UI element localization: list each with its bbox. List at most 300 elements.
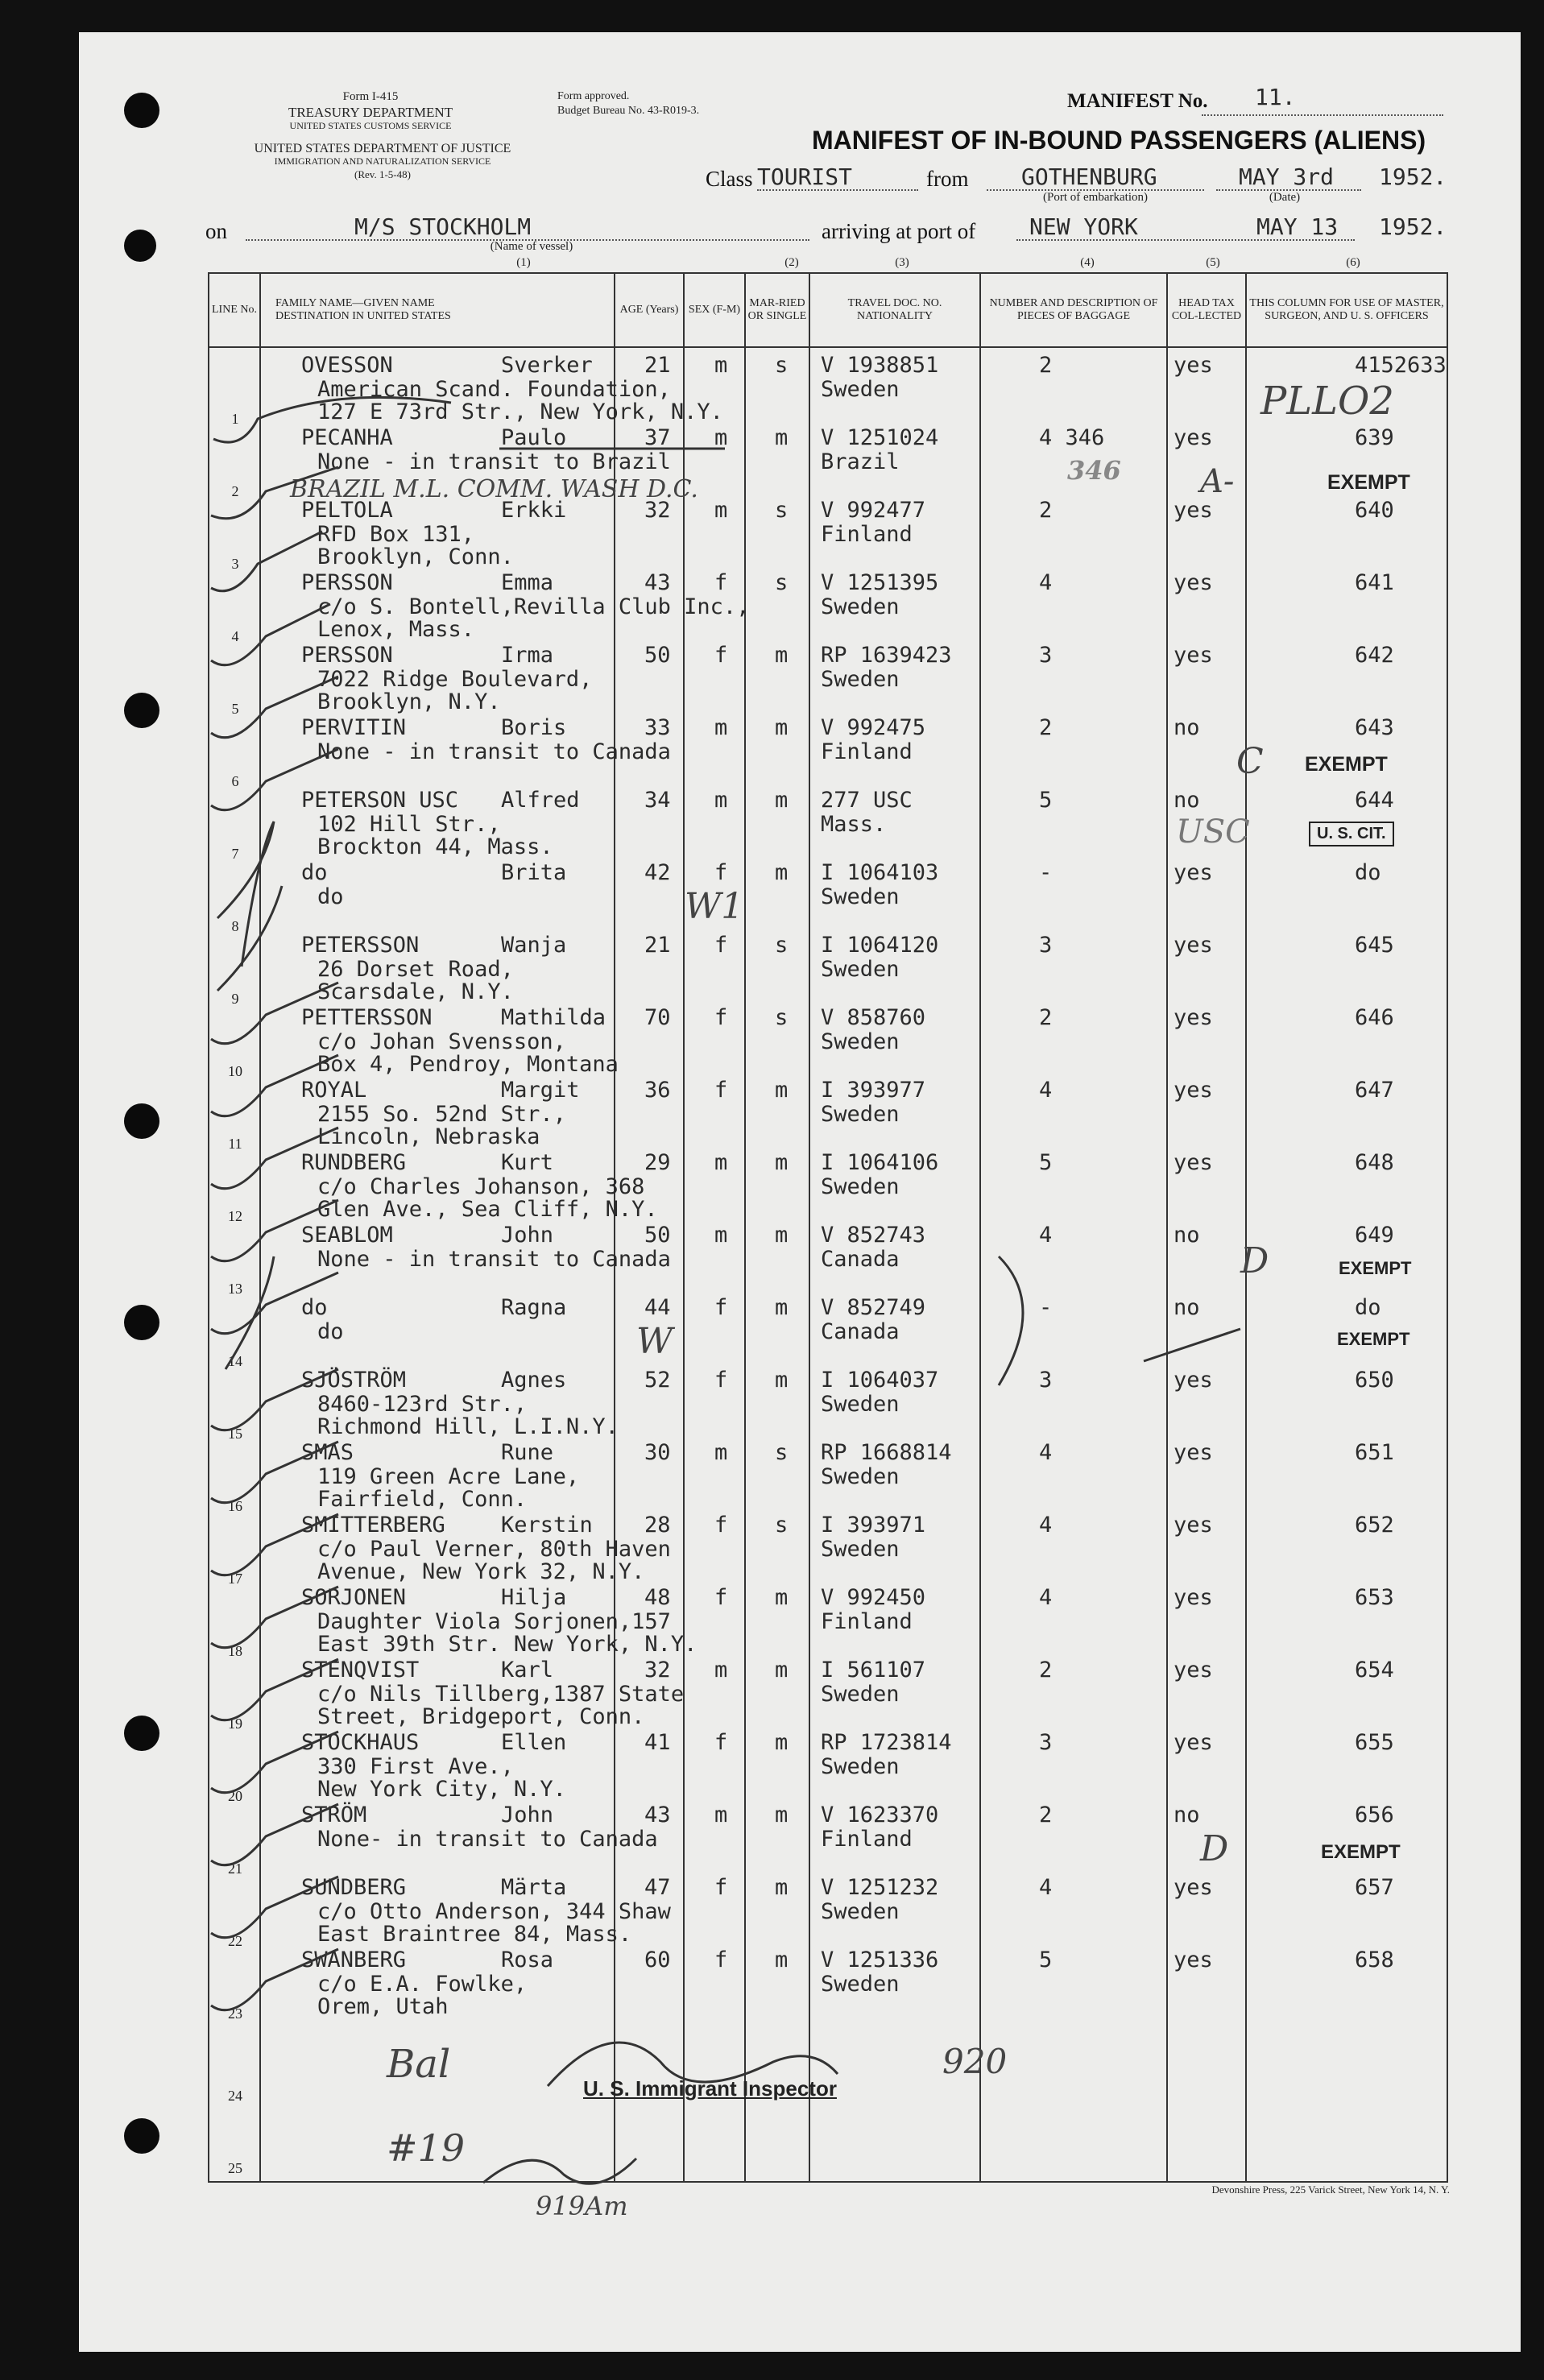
passenger-given-name: Mathilda [501,1005,606,1030]
table-row [259,1145,1443,1222]
budget-bureau: Budget Bureau No. 43-R019-3. [557,105,700,117]
travel-doc-number: I 1064106 [821,1150,939,1175]
inspector-label: U. S. Immigrant Inspector [583,2076,837,2101]
marital-status: s [775,353,789,378]
passenger-age: 41 [644,1730,671,1755]
passenger-age: 32 [644,1658,671,1683]
line-number: 21 [228,1861,242,1877]
treasury-dept: TREASURY DEPARTMENT [288,105,453,120]
destination-line-2: Orem, Utah [317,1994,449,2019]
travel-doc-number: RP 1668814 [821,1440,952,1465]
line-number: 13 [228,1281,242,1297]
baggage-count: 2 [1039,1005,1053,1030]
passenger-age: 42 [644,860,671,885]
passenger-family-name: SWANBERG [301,1947,407,1972]
official-number: 650 [1355,1368,1394,1393]
travel-doc-number: V 858760 [821,1005,926,1030]
w-note: W [636,1321,673,1362]
marital-status: s [775,498,789,523]
passenger-age: 33 [644,715,671,740]
line-number: 12 [228,1208,242,1224]
passenger-given-name: John [501,1803,554,1827]
passenger-sex: f [714,643,728,668]
col-num-6: (6) [1346,256,1360,269]
passenger-age: 34 [644,788,671,813]
embark-port: GOTHENBURG [1021,163,1157,190]
baggage-count: 3 [1039,1730,1053,1755]
travel-doc-number: V 992475 [821,715,926,740]
binder-hole [124,93,159,128]
passenger-sex: f [714,860,728,885]
passenger-given-name: Sverker [501,353,593,378]
line-number: 18 [228,1643,242,1659]
col-header-sex: SEX (F-M) [684,273,745,347]
nationality: Mass. [821,812,887,837]
head-tax: no [1174,1223,1200,1248]
passenger-family-name: SEABLOM [301,1223,393,1248]
passenger-family-name: PELTOLA [301,498,393,523]
baggage-note: 346 [1067,455,1121,486]
passenger-age: 48 [644,1585,671,1610]
passenger-age: 70 [644,1005,671,1030]
table-row [259,1073,1443,1149]
passenger-given-name: Emma [501,570,554,595]
table-row [259,1870,1443,1947]
baggage-count: 3 [1039,643,1053,668]
table-row [259,565,1443,642]
passenger-age: 60 [644,1947,671,1972]
marital-status: m [775,1730,789,1755]
col-num-2: (2) [784,256,799,269]
head-tax: yes [1174,1947,1213,1972]
us-cit-stamp: U. S. CIT. [1309,822,1394,846]
destination-line-1: 8460-123rd Str., [317,1392,528,1417]
destination-line-1: American Scand. Foundation, [317,377,671,402]
passenger-family-name: SMITTERBERG [301,1513,445,1538]
passenger-family-name: PETERSSON [301,933,420,958]
passenger-sex: f [714,1368,728,1393]
passenger-sex: m [714,353,728,378]
exempt-stamp: EXEMPT [1321,1841,1401,1863]
passenger-age: 21 [644,353,671,378]
official-number: 641 [1355,570,1394,595]
line-number: 14 [228,1353,242,1369]
line-number: 20 [228,1788,242,1804]
nationality: Sweden [821,1537,900,1562]
col-num-5: (5) [1206,256,1220,269]
destination-line-2: 127 E 73rd Str., New York, N.Y. [317,399,723,424]
baggage-count: 5 [1039,1150,1053,1175]
destination-line-2: Brooklyn, Conn. [317,544,514,569]
arrival-year: 1952. [1379,213,1447,240]
passenger-sex: m [714,1658,728,1683]
press-footer: Devonshire Press, 225 Varick Street, New York 14, N. Y. [1211,2183,1450,2196]
passenger-age: 43 [644,570,671,595]
arrival-date: MAY 13 [1256,213,1339,240]
table-row [259,1943,1443,2019]
time-note: 920 [942,2042,1008,2081]
official-number: 653 [1355,1585,1394,1610]
table-row [259,1290,1443,1363]
nationality: Sweden [821,957,900,982]
marital-status: m [775,1803,789,1827]
bal-note: Bal [387,2042,451,2087]
passenger-sex: f [714,1585,728,1610]
nationality: Sweden [821,1972,900,1997]
table-row [259,638,1443,714]
destination-line-1: c/o Nils Tillberg,1387 State [317,1682,685,1707]
passenger-sex: m [714,498,728,523]
passenger-sex: f [714,1947,728,1972]
head-tax: yes [1174,1513,1213,1538]
passenger-family-name: PETERSON USC [301,788,459,813]
destination-line-2: Fairfield, Conn. [317,1487,528,1512]
c-note: C [1236,741,1264,782]
marital-status: m [775,860,789,885]
official-number: 4152633 [1355,353,1447,378]
official-number: do [1355,1295,1381,1320]
class-value: TOURIST [757,163,853,190]
passenger-given-name: John [501,1223,554,1248]
destination-line-1: None - in transit to Brazil [317,449,671,474]
table-row [259,1508,1443,1584]
marital-status: m [775,1223,789,1248]
passenger-sex: f [714,1078,728,1103]
ins-service: IMMIGRATION AND NATURALIZATION SERVICE [274,155,491,167]
destination-line-1: do [317,1319,344,1344]
usc-note: USC [1176,813,1250,851]
destination-line-2: Richmond Hill, L.I.N.Y. [317,1414,619,1439]
head-tax: yes [1174,1875,1213,1900]
baggage-count: 3 [1039,1368,1053,1393]
form-revision: (Rev. 1-5-48) [354,168,411,180]
exempt-stamp: EXEMPT [1305,753,1388,776]
line-number: 22 [228,1933,242,1949]
col-header-headtax: HEAD TAX COL-LECTED [1167,273,1246,347]
travel-doc-number: I 393971 [821,1513,926,1538]
passenger-given-name: Ragna [501,1295,567,1320]
nationality: Sweden [821,1174,900,1199]
head-tax: yes [1174,860,1213,885]
table-row [259,1363,1443,1439]
baggage-count: 2 [1039,1803,1053,1827]
nationality: Finland [821,522,913,547]
passenger-age: 28 [644,1513,671,1538]
table-row [259,710,1443,783]
form-approved: Form approved. [557,90,630,102]
official-number: do [1355,860,1381,885]
time-note: 919Am [536,2191,628,2221]
destination-line-1: None - in transit to Canada [317,1247,671,1272]
form-number: Form I-415 [342,90,399,103]
destination-line-1: c/o Paul Verner, 80th Haven [317,1537,671,1562]
baggage-count: 4 [1039,1513,1053,1538]
nationality: Sweden [821,594,900,619]
passenger-family-name: ROYAL [301,1078,367,1103]
line-number: 17 [228,1571,242,1587]
destination-line-2: Glen Ave., Sea Cliff, N.Y. [317,1197,658,1222]
nationality: Sweden [821,1682,900,1707]
passenger-sex: f [714,933,728,958]
binder-hole [124,230,156,262]
passenger-family-name: STRÖM [301,1803,367,1827]
passenger-given-name: Paulo [501,425,567,450]
travel-doc-number: RP 1639423 [821,643,952,668]
destination-line-2: Brooklyn, N.Y. [317,689,501,714]
table-row [259,928,1443,1004]
head-tax: yes [1174,1078,1213,1103]
class-line [757,189,918,191]
marital-status: m [775,788,789,813]
col-num-3: (3) [895,256,909,269]
passenger-sex: f [714,1005,728,1030]
official-number: 645 [1355,933,1394,958]
binder-hole [124,1103,159,1139]
baggage-count: 3 [1039,933,1053,958]
destination-line-1: RFD Box 131, [317,522,475,547]
passenger-given-name: Karl [501,1658,554,1683]
head-tax: yes [1174,1440,1213,1465]
marital-status: s [775,1005,789,1030]
official-number: 644 [1355,788,1394,813]
nationality: Sweden [821,1102,900,1127]
head-tax: yes [1174,498,1213,523]
passenger-family-name: OVESSON [301,353,393,378]
official-number: 648 [1355,1150,1394,1175]
from-label: from [926,167,969,191]
baggage-count: 4 346 [1039,425,1105,450]
a-note: A- [1200,463,1235,500]
date-caption: (Date) [1269,191,1301,204]
passenger-given-name: Hilja [501,1585,567,1610]
line-number: 25 [228,2160,242,2176]
passenger-given-name: Irma [501,643,554,668]
official-number: 658 [1355,1947,1394,1972]
col-header-name: FAMILY NAME—GIVEN NAME DESTINATION IN UNITED STATES [260,273,615,347]
head-tax: yes [1174,353,1213,378]
travel-doc-number: V 992450 [821,1585,926,1610]
table-row [259,1798,1443,1870]
head-tax: yes [1174,643,1213,668]
passenger-given-name: Erkki [501,498,567,523]
official-number: 649 [1355,1223,1394,1248]
baggage-count: 4 [1039,1078,1053,1103]
destination-line-1: Daughter Viola Sorjonen,157 [317,1609,671,1634]
line-number: 11 [228,1136,242,1152]
destination-line-2: Lincoln, Nebraska [317,1124,540,1149]
travel-doc-number: V 992477 [821,498,926,523]
passenger-sex: m [714,788,728,813]
passenger-age: 29 [644,1150,671,1175]
pllo-note: PLLO2 [1260,379,1394,424]
binder-hole [124,1716,159,1751]
embark-year: 1952. [1379,163,1447,190]
passenger-given-name: Kurt [501,1150,554,1175]
arriving-label: arriving at port of [822,219,976,243]
baggage-count: 4 [1039,570,1053,595]
line-number: 15 [228,1426,242,1442]
destination-line-2: Scarsdale, N.Y. [317,979,514,1004]
brazil-note: BRAZIL M.L. COMM. WASH D.C. [290,475,698,503]
line-number: 8 [231,918,239,934]
exempt-stamp: EXEMPT [1327,471,1410,494]
official-number: 654 [1355,1658,1394,1683]
table-row [259,1725,1443,1802]
baggage-count: 2 [1039,715,1053,740]
marital-status: m [775,715,789,740]
official-number: 646 [1355,1005,1394,1030]
passenger-sex: f [714,1875,728,1900]
passenger-age: 43 [644,1803,671,1827]
destination-line-1: None- in transit to Canada [317,1827,658,1852]
official-number: 655 [1355,1730,1394,1755]
baggage-count: - [1039,860,1053,885]
passenger-given-name: Margit [501,1078,580,1103]
destination-line-1: 2155 So. 52nd Str., [317,1102,566,1127]
travel-doc-number: I 561107 [821,1658,926,1683]
official-number: 642 [1355,643,1394,668]
head-tax: no [1174,788,1200,813]
customs-service: UNITED STATES CUSTOMS SERVICE [289,120,452,131]
passenger-age: 47 [644,1875,671,1900]
embark-date: MAY 3rd [1239,163,1335,190]
marital-status: s [775,1440,789,1465]
baggage-count: 5 [1039,1947,1053,1972]
nationality: Sweden [821,1464,900,1489]
destination-line-2: Lenox, Mass. [317,617,475,642]
nationality: Sweden [821,884,900,909]
passenger-family-name: PERSSON [301,643,393,668]
passenger-age: 32 [644,498,671,523]
passenger-given-name: Märta [501,1875,567,1900]
destination-line-2: Box 4, Pendroy, Montana [317,1052,619,1077]
passenger-age: 50 [644,643,671,668]
baggage-count: 4 [1039,1585,1053,1610]
destination-line-2: Avenue, New York 32, N.Y. [317,1559,645,1584]
table-row [259,1000,1443,1077]
official-number: 651 [1355,1440,1394,1465]
destination-line-2: Brockton 44, Mass. [317,834,553,859]
col-header-married: MAR-RIED OR SINGLE [745,273,809,347]
col-header-baggage: NUMBER AND DESCRIPTION OF PIECES OF BAGGAGE [980,273,1167,347]
baggage-count: 2 [1039,353,1053,378]
nationality: Sweden [821,667,900,692]
passenger-age: 52 [644,1368,671,1393]
destination-line-2: Street, Bridgeport, Conn. [317,1704,645,1729]
nationality: Sweden [821,1754,900,1779]
manifest-no-line [1202,114,1443,116]
passenger-sex: m [714,1150,728,1175]
nationality: Sweden [821,1029,900,1054]
baggage-count: 4 [1039,1223,1053,1248]
col-num-1: (1) [516,256,531,269]
marital-status: m [775,643,789,668]
on-label: on [205,219,227,243]
table-row [259,1653,1443,1729]
official-number: 652 [1355,1513,1394,1538]
line-number: 16 [228,1498,242,1514]
w1-note: W1 [685,886,744,927]
col-header-official: THIS COLUMN FOR USE OF MASTER, SURGEON, AND U. S. OFFICERS [1246,273,1447,347]
passenger-age: 36 [644,1078,671,1103]
line-number: 2 [231,483,239,499]
baggage-count: - [1039,1295,1053,1320]
destination-line-2: East 39th Str. New York, N.Y. [317,1632,697,1657]
passenger-family-name: SORJONEN [301,1585,407,1610]
col-header-age: AGE (Years) [615,273,684,347]
travel-doc-number: V 1938851 [821,353,939,378]
passenger-age: 44 [644,1295,671,1320]
arrival-port: NEW YORK [1029,213,1138,240]
passenger-family-name: PETTERSSON [301,1005,433,1030]
destination-line-1: c/o Johan Svensson, [317,1029,566,1054]
passenger-age: 30 [644,1440,671,1465]
number-note: #19 [387,2126,466,2170]
d-note: D [1240,1240,1269,1281]
travel-doc-number: V 1251024 [821,425,939,450]
line-number: 23 [228,2005,242,2022]
passenger-given-name: Wanja [501,933,567,958]
head-tax: yes [1174,570,1213,595]
exempt-stamp: EXEMPT [1339,1258,1412,1278]
baggage-count: 2 [1039,1658,1053,1683]
manifest-number: 11. [1255,84,1296,110]
d-note: D [1200,1828,1229,1869]
head-tax: yes [1174,1730,1213,1755]
justice-dept: UNITED STATES DEPARTMENT OF JUSTICE [254,142,511,155]
baggage-count: 2 [1039,498,1053,523]
col-header-travel: TRAVEL DOC. NO. NATIONALITY [809,273,980,347]
travel-doc-number: I 1064037 [821,1368,939,1393]
head-tax: yes [1174,1150,1213,1175]
vessel-caption: (Name of vessel) [490,240,573,253]
binder-hole [124,693,159,728]
passenger-age: 37 [644,425,671,450]
marital-status: m [775,1658,789,1683]
destination-line-1: c/o S. Bontell,Revilla Club Inc., [317,594,750,619]
line-number: 6 [231,773,239,789]
official-number: 640 [1355,498,1394,523]
baggage-count: 5 [1039,788,1053,813]
destination-line-1: c/o Charles Johanson, 368 [317,1174,645,1199]
class-label: Class [706,167,753,191]
line-number: 1 [231,411,239,427]
passenger-family-name: SMAS [301,1440,354,1465]
nationality: Canada [821,1247,900,1272]
passenger-sex: m [714,1440,728,1465]
travel-doc-number: I 393977 [821,1078,926,1103]
destination-line-1: do [317,884,344,909]
travel-doc-number: V 1623370 [821,1803,939,1827]
passenger-sex: f [714,1730,728,1755]
travel-doc-number: RP 1723814 [821,1730,952,1755]
head-tax: no [1174,1295,1200,1320]
marital-status: m [775,1368,789,1393]
official-number: 639 [1355,425,1394,450]
passenger-given-name: Ellen [501,1730,567,1755]
marital-status: m [775,1585,789,1610]
nationality: Finland [821,1827,913,1852]
travel-doc-number: V 1251395 [821,570,939,595]
head-tax: no [1174,1803,1200,1827]
baggage-count: 4 [1039,1440,1053,1465]
table-row [259,855,1443,928]
destination-line-1: None - in transit to Canada [317,739,671,764]
marital-status: m [775,1947,789,1972]
marital-status: m [775,1150,789,1175]
travel-doc-number: I 1064120 [821,933,939,958]
head-tax: yes [1174,1585,1213,1610]
